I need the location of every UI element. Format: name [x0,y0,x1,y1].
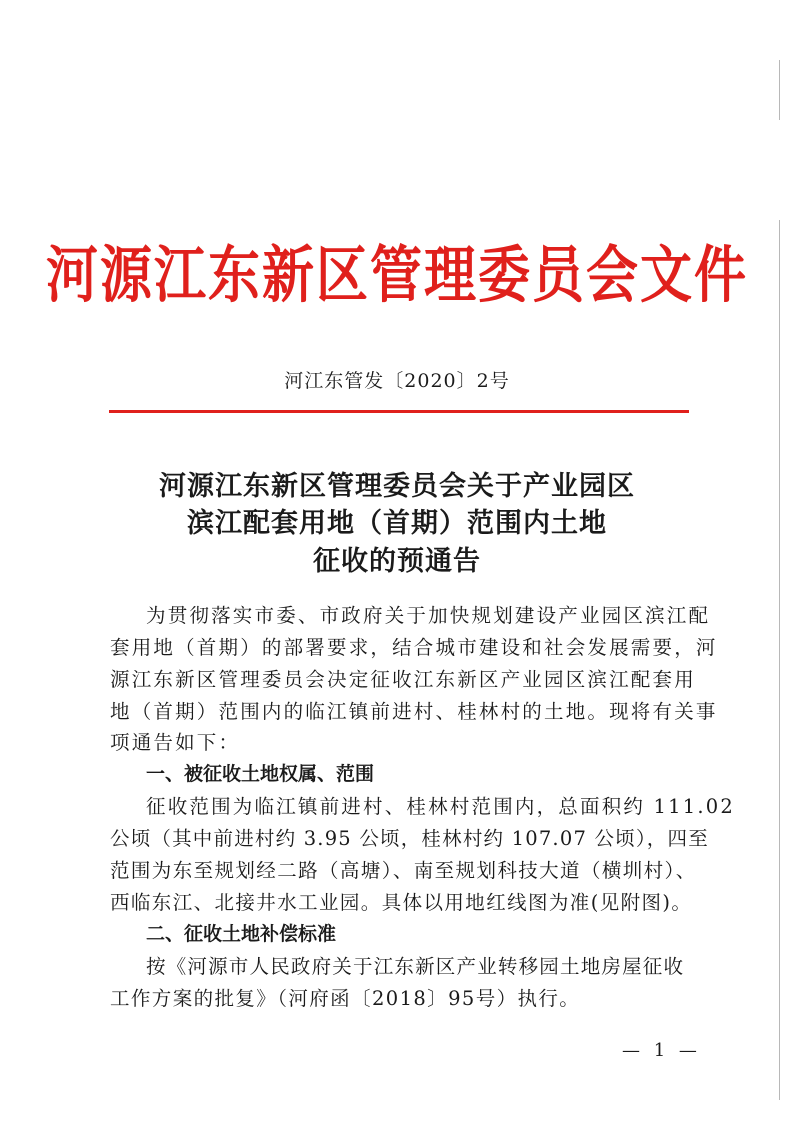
scan-edge-mark [779,220,780,1100]
section-1-line: 公顷（其中前进村约 3.95 公顷，桂林村约 107.07 公顷），四至 [110,827,709,850]
section-1-line: 范围为东至规划经二路（高塘）、南至规划科技大道（横圳村）、 [110,859,697,882]
notice-title-line-1: 河源江东新区管理委员会关于产业园区 [159,471,635,502]
section-1-heading: 一、被征收土地权属、范围 [146,763,375,785]
section-1-line: 西临东江、北接井水工业园。具体以用地红线图为准(见附图)。 [110,891,693,914]
intro-paragraph-line: 套用地（首期）的部署要求，结合城市建设和社会发展需要，河 [110,636,718,659]
intro-paragraph-line: 源江东新区管理委员会决定征收江东新区产业园区滨江配套用 [110,668,696,691]
red-divider-line [109,410,689,413]
notice-title-line-2: 滨江配套用地（首期）范围内土地 [187,508,607,539]
notice-title-line-3: 征收的预通告 [313,546,481,577]
section-2-line: 按《河源市人民政府关于江东新区产业转移园土地房屋征收 [146,955,685,978]
intro-paragraph-line: 项通告如下： [110,731,241,754]
intro-paragraph-line: 为贯彻落实市委、市政府关于加快规划建设产业园区滨江配 [146,604,711,627]
section-1-line: 征收范围为临江镇前进村、桂林村范围内，总面积约 111.02 [146,795,735,818]
section-2-heading: 二、征收土地补偿标准 [146,923,337,945]
section-2-line: 工作方案的批复》（河府函〔2018〕95号）执行。 [110,987,581,1010]
intro-paragraph-line: 地（首期）范围内的临江镇前进村、桂林村的土地。现将有关事 [110,700,718,723]
document-header-title: 河源江东新区管理委员会文件 [45,239,748,312]
page-number: — 1 — [622,1040,701,1061]
scan-edge-mark [779,60,780,120]
document-number: 河江东管发〔2020〕2号 [284,370,510,392]
